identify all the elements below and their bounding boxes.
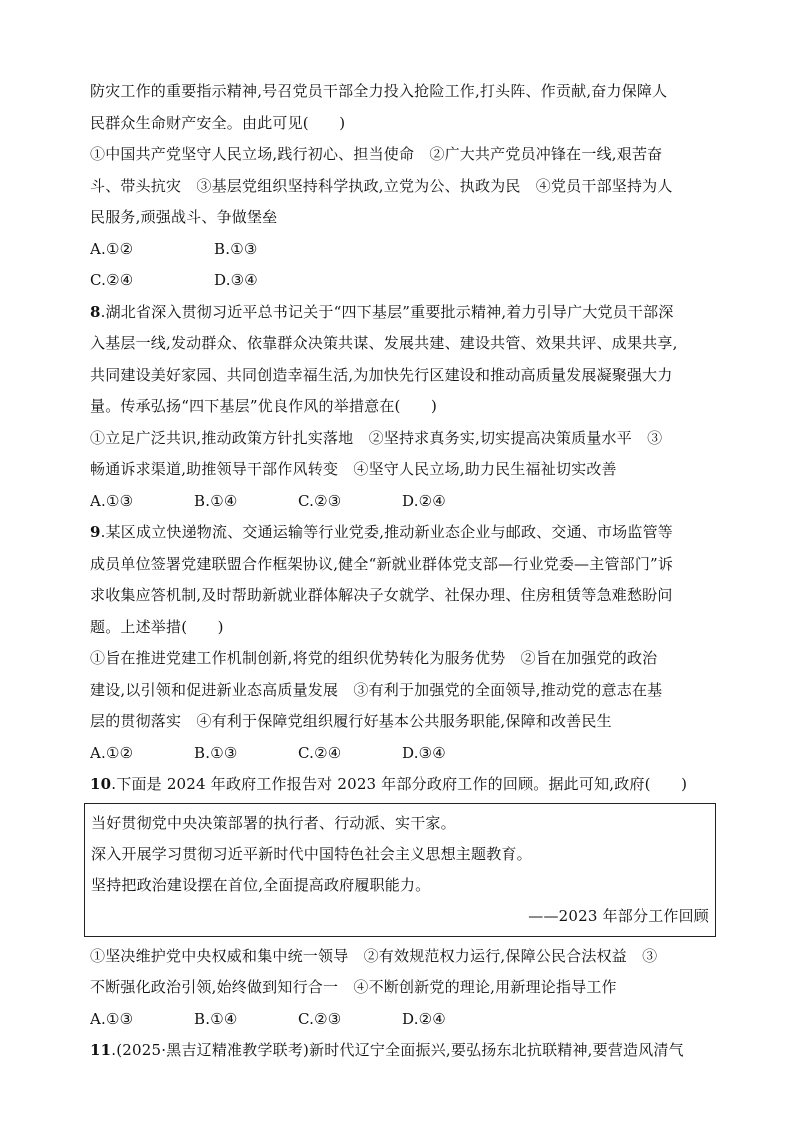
question-7-item-line: ①中国共产党坚守人民立场,践行初心、担当使命 ②广大共产党员冲锋在一线,艰苦奋 <box>90 145 663 163</box>
option-a: A.①③ <box>90 491 134 510</box>
option-b: B.①④ <box>194 1009 238 1028</box>
question-9-stem-text: .某区成立快递物流、交通运输等行业党委,推动新业态企业与邮政、交通、市场监管等 <box>100 523 673 541</box>
option-d: D.②④ <box>402 1009 446 1028</box>
option-a: A.①② <box>90 743 134 762</box>
question-9-item-line: 建设,以引领和促进新业态高质量发展 ③有利于加强党的全面领导,推动党的意志在基 <box>90 680 663 699</box>
question-7-item-line: 斗、带头抗灾 ③基层党组织坚持科学执政,立党为公、执政为民 ④党员干部坚持为人 <box>90 176 673 195</box>
option-c: C.②④ <box>90 271 134 289</box>
question-10-item-line: ①坚决维护党中央权威和集中统一领导 ②有效规范权力运行,保障公民合法权益 ③ <box>90 946 658 965</box>
question-9-item-line: 层的贯彻落实 ④有利于保障党组织履行好基本公共服务职能,保障和改善民生 <box>90 712 612 730</box>
question-8-stem-line: 共同建设美好家园、共同创造幸福生活,为加快先行区建设和推动高质量发展凝聚强大力 <box>90 365 673 384</box>
question-8-stem-line: 量。传承弘扬“四下基层”优良作风的举措意在( ) <box>90 397 438 415</box>
option-a: A.①② <box>90 239 134 258</box>
question-11-stem-line <box>90 1035 710 1067</box>
material-box <box>84 803 716 937</box>
question-7-stem-line: 防灾工作的重要指示精神,号召党员干部全力投入抢险工作,打头阵、作贡献,奋力保障人 <box>90 82 668 100</box>
material-source: ——2023 年部分工作回顾 <box>528 906 709 925</box>
question-9-item-line: ①旨在推进党建工作机制创新,将党的组织优势转化为服务优势 ②旨在加强党的政治 <box>90 649 658 667</box>
question-9-stem-line: 成员单位签署党建联盟合作框架协议,健全“新就业群体党支部—行业党委—主管部门”诉 <box>90 554 674 573</box>
question-8 <box>90 297 710 518</box>
question-7-options-row-2 <box>90 265 710 297</box>
material-line: 当好贯彻党中央决策部署的执行者、行动派、实干家。 <box>91 813 456 832</box>
question-number: 8 <box>90 302 101 321</box>
option-c: C.②④ <box>298 743 342 762</box>
question-8-item-line: 畅通诉求渠道,助推领导干部作风转变 ④坚守人民立场,助力民生福祉切实改善 <box>90 460 617 478</box>
option-d: D.②④ <box>402 491 446 510</box>
question-10-options <box>90 1004 710 1036</box>
question-8-stem-text: .湖北省深入贯彻习近平总书记关于“四下基层”重要批示精神,着力引导广大党员干部深 <box>100 302 674 321</box>
material-line: 深入开展学习贯彻习近平新时代中国特色社会主义思想主题教育。 <box>91 844 532 863</box>
option-b: B.①④ <box>194 491 238 510</box>
option-b: B.①③ <box>214 239 258 258</box>
material-line: 坚持把政治建设摆在首位,全面提高政府履职能力。 <box>91 875 431 894</box>
option-d: D.③④ <box>402 743 446 762</box>
question-9-options <box>90 738 710 770</box>
question-9-stem-line <box>90 517 710 549</box>
question-10-item-line: 不断强化政治引领,始终做到知行合一 ④不断创新党的理论,用新理论指导工作 <box>90 978 617 996</box>
question-8-item-line: ①立足广泛共识,推动政策方针扎实落地 ②坚持求真务实,切实提高决策质量水平 ③ <box>90 428 663 447</box>
question-8-stem-line <box>90 297 710 329</box>
option-b: B.①③ <box>194 743 238 762</box>
question-7-stem-line: 民群众生命财产安全。由此可见( ) <box>90 113 346 132</box>
option-d: D.③④ <box>214 271 258 289</box>
question-11 <box>90 1035 710 1067</box>
question-7-options-row-1 <box>90 234 710 266</box>
question-number: 10 <box>90 775 112 793</box>
question-10 <box>90 769 710 1035</box>
question-9 <box>90 517 710 769</box>
question-10-stem-text: .下面是 2024 年政府工作报告对 2023 年部分政府工作的回顾。据此可知,政府( ) <box>111 775 688 793</box>
question-8-options <box>90 486 710 518</box>
option-c: C.②③ <box>298 1009 342 1028</box>
question-number: 11 <box>90 1041 112 1059</box>
question-number: 9 <box>90 523 101 541</box>
option-a: A.①③ <box>90 1009 134 1028</box>
question-column <box>90 76 710 1067</box>
question-7 <box>90 76 710 297</box>
question-8-stem-line: 入基层一线,发动群众、依靠群众决策共谋、发展共建、建设共管、效果共评、成果共享, <box>90 334 678 352</box>
question-11-stem-text: .(2025·黑吉辽精准教学联考)新时代辽宁全面振兴,要弘扬东北抗联精神,要营造风清气 <box>111 1041 684 1059</box>
question-7-item-line: 民服务,顽强战斗、争做堡垒 <box>90 208 278 226</box>
question-9-stem-line: 题。上述举措( ) <box>90 617 224 636</box>
option-c: C.②③ <box>298 491 342 510</box>
question-9-stem-line: 求收集应答机制,及时帮助新就业群体解决子女就学、社保办理、住房租赁等急难愁盼问 <box>90 586 673 604</box>
question-10-stem-line <box>90 769 710 801</box>
